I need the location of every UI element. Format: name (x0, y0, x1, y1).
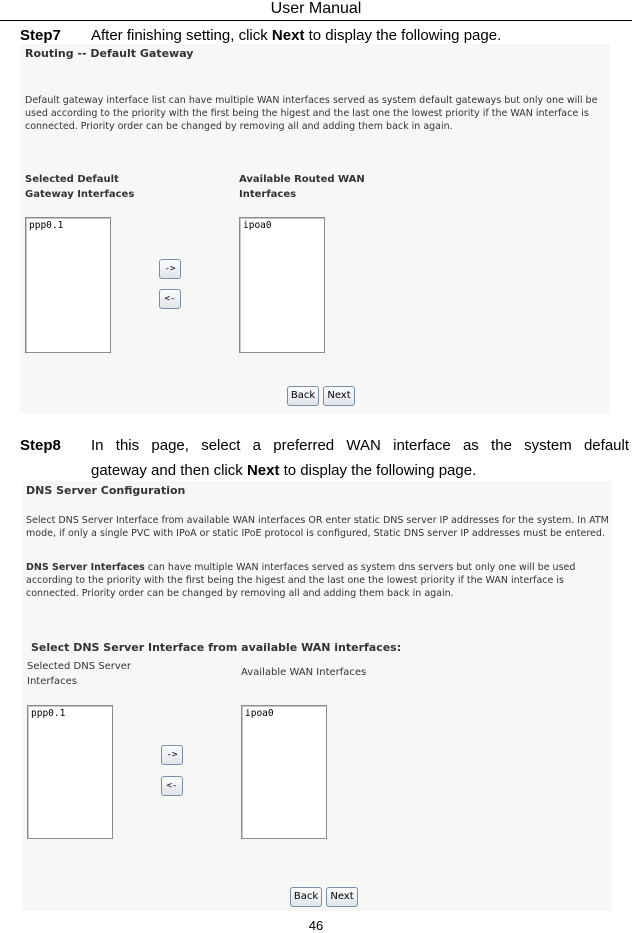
routing-page-title: Routing -- Default Gateway (25, 47, 194, 60)
remove-interface-button[interactable]: <- (159, 289, 181, 309)
dns-server-configuration-screenshot (22, 481, 612, 911)
list-item[interactable]: ppp0.1 (29, 220, 64, 231)
routing-default-gateway-screenshot (20, 44, 610, 414)
selected-gateway-heading: Selected Default Gateway Interfaces (25, 174, 135, 200)
document-header-title: User Manual (270, 0, 362, 17)
list-item[interactable]: ipoa0 (243, 220, 272, 231)
page-number: 46 (308, 918, 324, 933)
add-interface-button[interactable]: -> (159, 259, 181, 279)
dns-interfaces-term: DNS Server Interfaces (26, 562, 145, 573)
selected-dns-listbox[interactable] (27, 705, 113, 839)
dns-page-title: DNS Server Configuration (26, 484, 186, 497)
available-wan-listbox[interactable] (241, 705, 327, 839)
selected-dns-heading: Selected DNS Server Interfaces (27, 661, 132, 687)
step8-instruction-line1: In this page, select a preferred WAN interface as the system default (91, 437, 629, 454)
remove-interface-button[interactable]: <- (161, 776, 183, 796)
list-item[interactable]: ppp0.1 (31, 708, 66, 719)
step8-text-bold: Next (246, 462, 280, 479)
available-wan-heading: Available Routed WAN Interfaces (239, 174, 365, 200)
list-item[interactable]: ipoa0 (245, 708, 274, 719)
step7-text-after: to display the following page. (304, 27, 502, 44)
next-button[interactable]: Next (326, 887, 358, 907)
step7-instruction (91, 27, 501, 44)
header-rule (0, 20, 632, 21)
step8-instruction-line2 (91, 462, 476, 479)
back-button[interactable]: Back (287, 386, 319, 406)
step7-label: Step7 (20, 27, 61, 44)
step7-text-before: After finishing setting, click (91, 27, 272, 44)
step8-label: Step8 (20, 437, 61, 454)
dns-description-2 (26, 561, 611, 600)
dns-description-2-rest: can have multiple WAN interfaces served as system dns servers but only one will be used according to the priority with the first being the higest and the last one the lowest priority if the WAN interface is connected. Priority order can be changed by removing all and adding them back in again. (26, 562, 576, 599)
back-button[interactable]: Back (290, 887, 322, 907)
step8-text-before: gateway and then click (91, 462, 247, 479)
select-dns-interface-heading: Select DNS Server Interface from available WAN interfaces: (31, 641, 402, 654)
step7-text-bold: Next (271, 27, 305, 44)
routing-description: Default gateway interface list can have multiple WAN interfaces served as system default gateways but only one will be used according to the priority with the first being the higest and the last one the lowest priority if the WAN interface is connected. Priority order can be changed by removing all and adding them back in again. (25, 95, 598, 132)
next-button[interactable]: Next (323, 386, 355, 406)
available-wan-listbox[interactable] (239, 217, 325, 353)
available-wan-heading: Available WAN Interfaces (241, 667, 367, 678)
selected-gateway-listbox[interactable] (25, 217, 111, 353)
step8-text-after: to display the following page. (279, 462, 477, 479)
add-interface-button[interactable]: -> (161, 745, 183, 765)
dns-description-1: Select DNS Server Interface from available WAN interfaces OR enter static DNS server IP addresses for the system. In ATM mode, if only a single PVC with IPoA or static IPoE protocol is configured, Static DNS server IP addresses must be entered. (26, 515, 609, 539)
